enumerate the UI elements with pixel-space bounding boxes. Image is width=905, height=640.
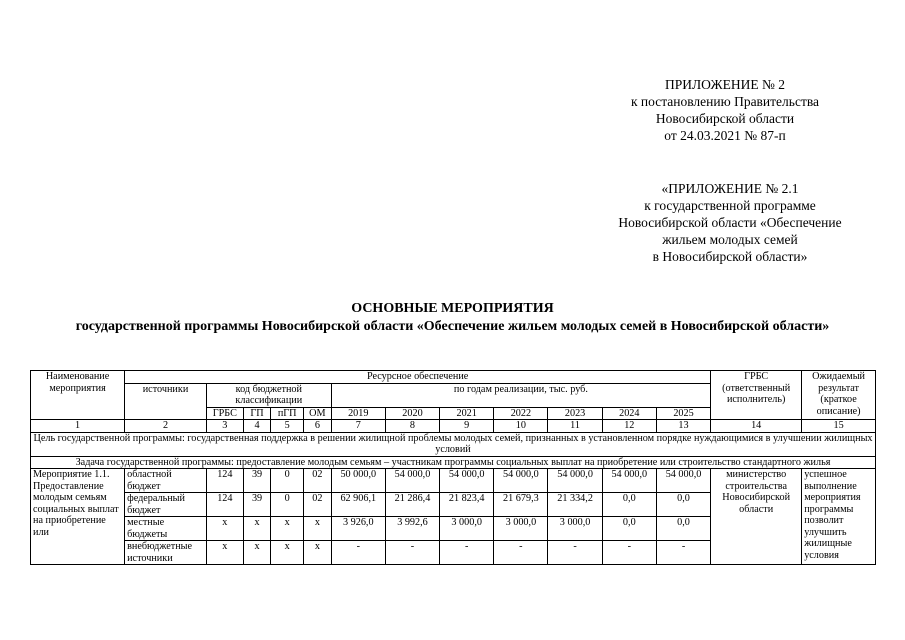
column-number: 11 bbox=[548, 420, 602, 433]
source-name: местные бюджеты bbox=[125, 517, 207, 541]
value-cell: 54 000,0 bbox=[440, 469, 494, 493]
year-header: 2021 bbox=[440, 407, 494, 420]
appendix2-line: к государственной программе bbox=[644, 198, 816, 213]
header-years: по годам реализации, тыс. руб. bbox=[331, 383, 710, 407]
year-header: 2019 bbox=[331, 407, 385, 420]
code-cell: x bbox=[243, 517, 271, 541]
appendix2-line: Новосибирской области «Обеспечение bbox=[618, 215, 842, 230]
value-cell: - bbox=[602, 541, 656, 565]
value-cell: 50 000,0 bbox=[331, 469, 385, 493]
source-name: внебюджетные источники bbox=[125, 541, 207, 565]
year-header: 2023 bbox=[548, 407, 602, 420]
source-name: областной бюджет bbox=[125, 469, 207, 493]
source-name: федеральный бюджет bbox=[125, 493, 207, 517]
goal-row bbox=[31, 432, 876, 456]
value-cell: 0,0 bbox=[656, 517, 710, 541]
value-cell: 62 906,1 bbox=[331, 493, 385, 517]
value-cell: 3 992,6 bbox=[385, 517, 439, 541]
value-cell: - bbox=[440, 541, 494, 565]
column-number: 14 bbox=[711, 420, 802, 433]
column-number: 2 bbox=[125, 420, 207, 433]
year-header: 2025 bbox=[656, 407, 710, 420]
header-result: Ожидаемый результат (краткое описание) bbox=[802, 371, 876, 420]
title-line-2: государственной программы Новосибирской области «Обеспечение жильем молодых семей в Новосибирской области» bbox=[75, 319, 830, 334]
year-header: 2022 bbox=[494, 407, 548, 420]
value-cell: - bbox=[548, 541, 602, 565]
value-cell: 54 000,0 bbox=[602, 469, 656, 493]
value-cell: 3 000,0 bbox=[494, 517, 548, 541]
code-cell: 39 bbox=[243, 469, 271, 493]
appendix2-line: жильем молодых семей bbox=[662, 232, 798, 247]
code-cell: x bbox=[206, 517, 243, 541]
code-cell: x bbox=[304, 517, 332, 541]
value-cell: 21 823,4 bbox=[440, 493, 494, 517]
header-resources: Ресурсное обеспечение bbox=[125, 371, 711, 384]
value-cell: 3 926,0 bbox=[331, 517, 385, 541]
code-cell: x bbox=[206, 541, 243, 565]
column-number: 1 bbox=[31, 420, 125, 433]
appendix2-line: в Новосибирской области» bbox=[652, 249, 808, 264]
value-cell: - bbox=[494, 541, 548, 565]
value-cell: 21 286,4 bbox=[385, 493, 439, 517]
program-goal: Цель государственной программы: государственная поддержка в решении жилищной проблемы молодых семей, признанных в установленном порядке нуждающимися в улучшении жилищных условий bbox=[31, 432, 876, 456]
column-number: 9 bbox=[440, 420, 494, 433]
program-task: Задача государственной программы: предоставление молодым семьям – участникам программы социальных выплат на приобретение или строительство стандартного жилья bbox=[31, 456, 876, 469]
appendix-line: к постановлению Правительства bbox=[630, 94, 820, 109]
value-cell: 21 679,3 bbox=[494, 493, 548, 517]
appendix-line: ПРИЛОЖЕНИЕ № 2 bbox=[664, 77, 786, 92]
code-cell: 124 bbox=[206, 493, 243, 517]
appendix-header bbox=[595, 76, 855, 144]
code-col-header: ГРБС bbox=[206, 407, 243, 420]
column-number: 10 bbox=[494, 420, 548, 433]
header-code: код бюджетной классификации bbox=[206, 383, 331, 407]
value-cell: - bbox=[331, 541, 385, 565]
code-cell: x bbox=[271, 541, 304, 565]
code-cell: x bbox=[243, 541, 271, 565]
value-cell: - bbox=[385, 541, 439, 565]
column-number: 3 bbox=[206, 420, 243, 433]
code-col-header: пГП bbox=[271, 407, 304, 420]
appendix2-line: «ПРИЛОЖЕНИЕ № 2.1 bbox=[661, 181, 799, 196]
task-row bbox=[31, 456, 876, 469]
value-cell: 3 000,0 bbox=[548, 517, 602, 541]
header-sources: источники bbox=[125, 383, 207, 420]
value-cell: 54 000,0 bbox=[385, 469, 439, 493]
code-col-header: ГП bbox=[243, 407, 271, 420]
code-cell: 0 bbox=[271, 469, 304, 493]
document-title bbox=[0, 300, 905, 336]
value-cell: 54 000,0 bbox=[494, 469, 548, 493]
column-number: 4 bbox=[243, 420, 271, 433]
value-cell: 0,0 bbox=[602, 517, 656, 541]
value-cell: - bbox=[656, 541, 710, 565]
column-number: 7 bbox=[331, 420, 385, 433]
code-cell: 0 bbox=[271, 493, 304, 517]
appendix2-header bbox=[590, 180, 870, 265]
value-cell: 0,0 bbox=[656, 493, 710, 517]
measures-table bbox=[30, 370, 876, 565]
value-cell: 54 000,0 bbox=[548, 469, 602, 493]
code-cell: x bbox=[304, 541, 332, 565]
column-number: 12 bbox=[602, 420, 656, 433]
header-row-1 bbox=[31, 371, 876, 384]
code-cell: 39 bbox=[243, 493, 271, 517]
appendix-line: Новосибирской области bbox=[655, 111, 795, 126]
column-number: 5 bbox=[271, 420, 304, 433]
year-header: 2020 bbox=[385, 407, 439, 420]
code-col-header: ОМ bbox=[304, 407, 332, 420]
column-number: 13 bbox=[656, 420, 710, 433]
header-name: Наименование мероприятия bbox=[31, 371, 125, 420]
code-cell: 124 bbox=[206, 469, 243, 493]
code-cell: 02 bbox=[304, 469, 332, 493]
value-cell: 3 000,0 bbox=[440, 517, 494, 541]
year-header: 2024 bbox=[602, 407, 656, 420]
title-line-1: ОСНОВНЫЕ МЕРОПРИЯТИЯ bbox=[351, 301, 554, 316]
code-cell: 02 bbox=[304, 493, 332, 517]
code-cell: x bbox=[271, 517, 304, 541]
appendix-line: от 24.03.2021 № 87-п bbox=[664, 128, 786, 143]
column-number-row bbox=[31, 420, 876, 433]
table-row bbox=[31, 469, 876, 493]
header-grbs: ГРБС (ответственный исполнитель) bbox=[711, 371, 802, 420]
value-cell: 54 000,0 bbox=[656, 469, 710, 493]
measure-name: Мероприятие 1.1. Предоставление молодым семьям социальных выплат на приобретение или bbox=[31, 469, 125, 565]
column-number: 15 bbox=[802, 420, 876, 433]
column-number: 6 bbox=[304, 420, 332, 433]
column-number: 8 bbox=[385, 420, 439, 433]
expected-result: успешное выполнение мероприятия программы позволит улучшить жилищные условия bbox=[802, 469, 876, 565]
value-cell: 0,0 bbox=[602, 493, 656, 517]
responsible-executor: министерство строительства Новосибирской области bbox=[711, 469, 802, 565]
value-cell: 21 334,2 bbox=[548, 493, 602, 517]
